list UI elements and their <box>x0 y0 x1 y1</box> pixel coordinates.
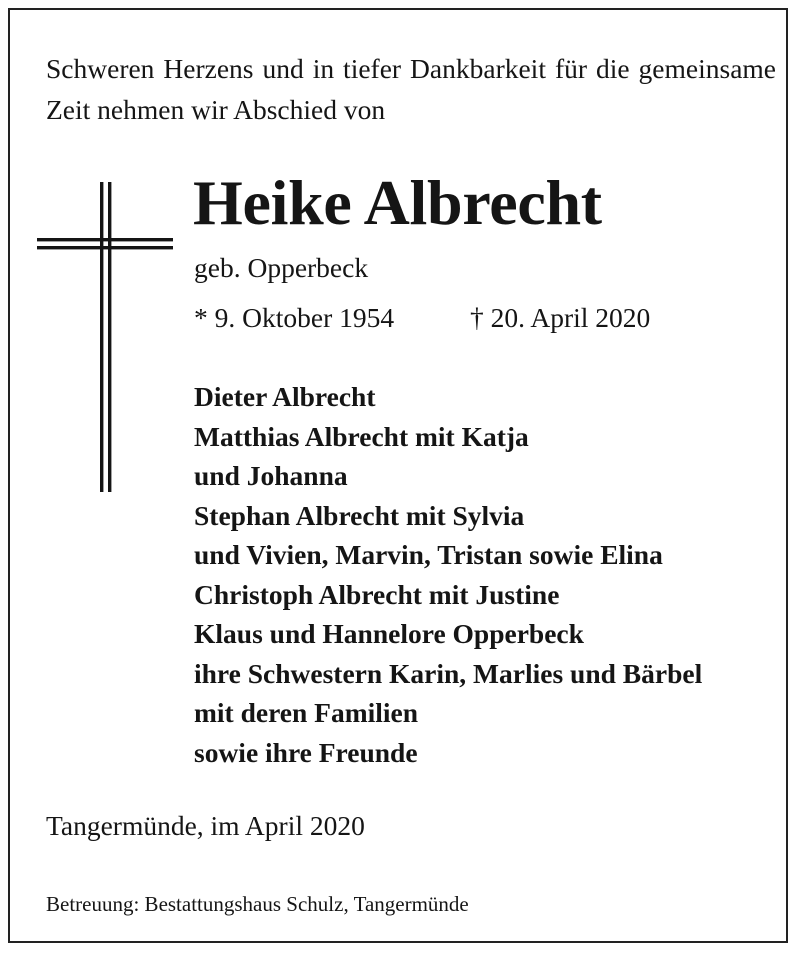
mourner-line: Dieter Albrecht <box>194 381 376 412</box>
maiden-name: geb. Opperbeck <box>194 252 369 283</box>
intro-text: Schweren Herzens und in tiefer Dankbarkeit für die gemeinsame Zeit nehmen wir Abschied von <box>46 53 776 125</box>
mourner-line: Klaus und Hannelore Opperbeck <box>194 618 584 649</box>
funeral-home-note: Betreuung: Bestattungshaus Schulz, Tangermünde <box>46 892 469 916</box>
place-and-date: Tangermünde, im April 2020 <box>46 810 365 841</box>
mourner-line: ihre Schwestern Karin, Marlies und Bärbel <box>194 657 703 689</box>
mourner-line: Stephan Albrecht mit Sylvia <box>194 499 525 531</box>
mourner-line: und Johanna <box>194 460 348 491</box>
mourner-line: und Vivien, Marvin, Tristan sowie Elina <box>194 539 663 570</box>
mourner-line: Christoph Albrecht mit Justine <box>194 578 560 610</box>
death-date: † 20. April 2020 <box>470 302 651 333</box>
notice-frame <box>8 8 788 943</box>
cross-icon <box>37 182 177 492</box>
mourner-line: mit deren Familien <box>194 697 419 728</box>
birth-date: * 9. Oktober 1954 <box>194 302 395 333</box>
mourner-line: sowie ihre Freunde <box>194 736 418 768</box>
mourner-line: Matthias Albrecht mit Katja <box>194 420 529 452</box>
mourners-list <box>194 377 702 772</box>
life-dates <box>194 298 651 338</box>
deceased-name: Heike Albrecht <box>193 167 602 238</box>
